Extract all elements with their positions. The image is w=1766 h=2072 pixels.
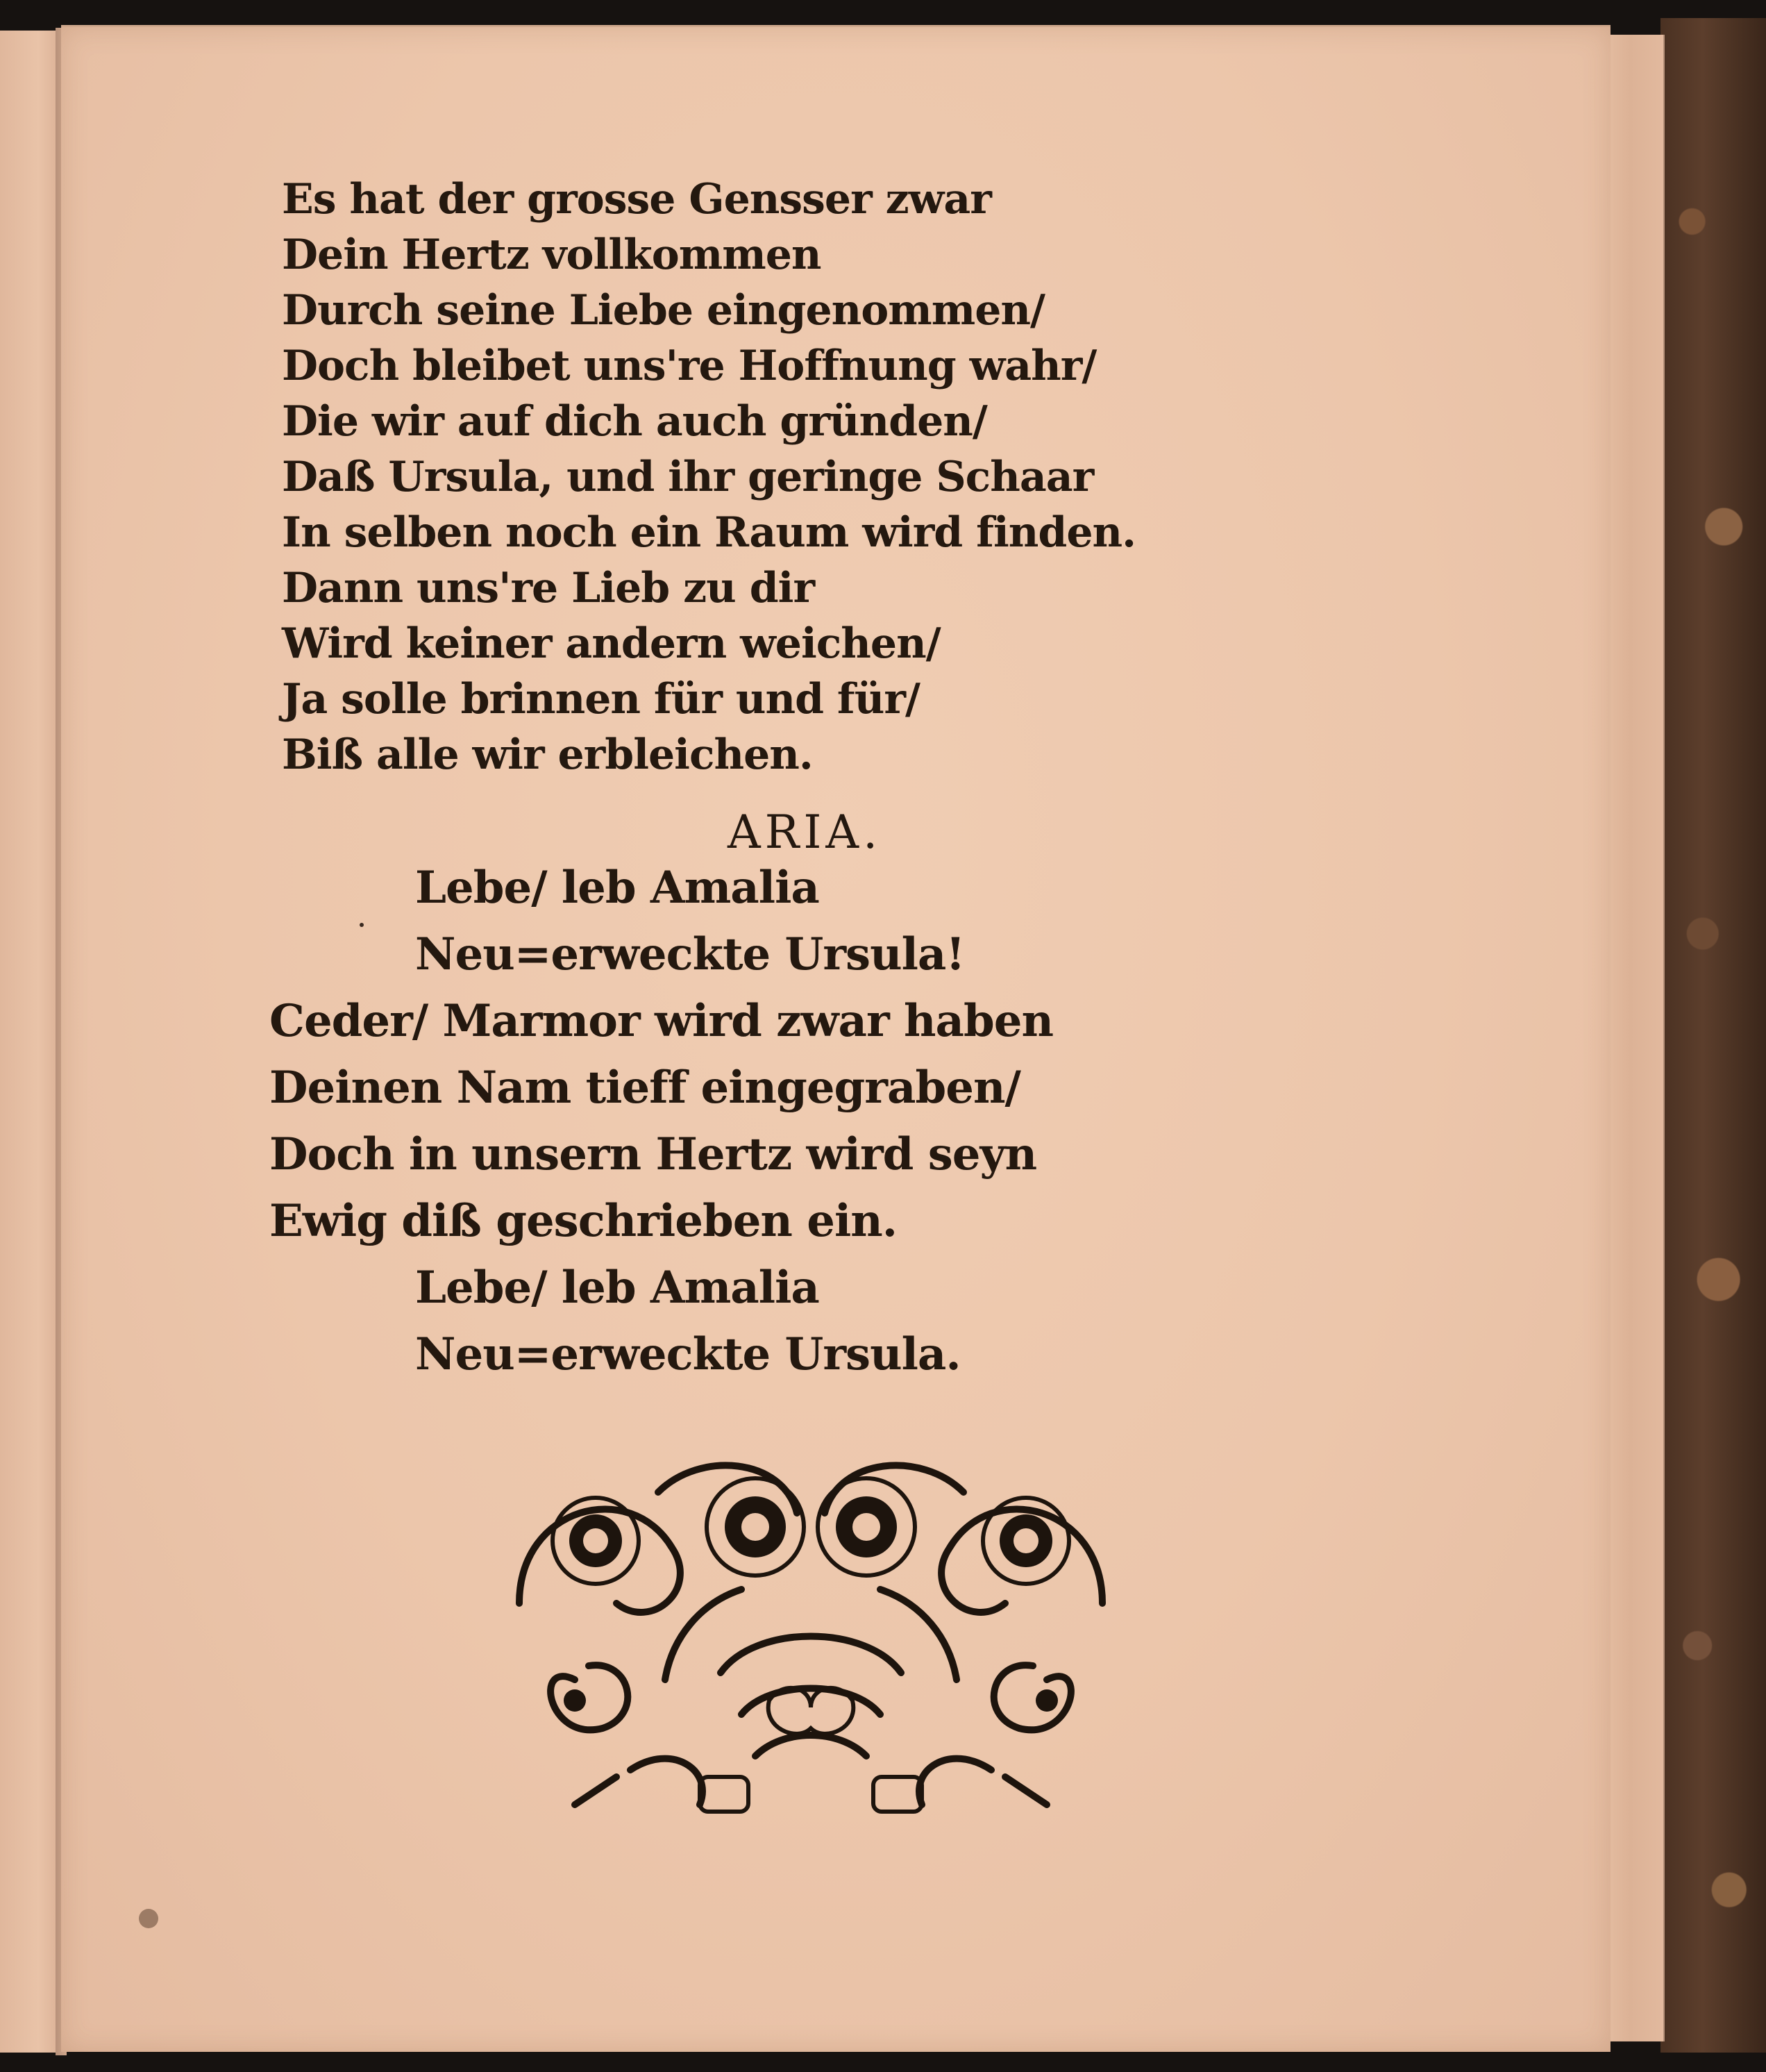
poem-line: In selben noch ein Raum wird finden.: [282, 508, 1136, 557]
aria-line: Deinen Nam tieff eingegraben/: [269, 1062, 1020, 1114]
aria-heading: ARIA.: [728, 805, 882, 859]
poem-line: Ja solle brinnen für und für/: [282, 675, 920, 724]
marbled-cover-board: [1660, 18, 1766, 2053]
aria-line: Neu=erweckte Ursula!: [415, 928, 965, 980]
aria-line: Lebe/ leb Amalia: [415, 1262, 819, 1314]
poem-line: Wird keiner andern weichen/: [282, 619, 941, 668]
poem-line: Biß alle wir erbleichen.: [282, 730, 813, 779]
book-page: [61, 25, 1611, 2052]
aria-line: Neu=erweckte Ursula.: [415, 1328, 961, 1380]
floral-vignette-icon: [491, 1451, 1130, 1825]
poem-line: Doch bleibet uns're Hoffnung wahr/: [282, 342, 1097, 390]
poem-line: Durch seine Liebe eingenommen/: [282, 286, 1045, 335]
poem-line: Es hat der grosse Gensser zwar: [282, 175, 991, 224]
aria-line: Doch in unsern Hertz wird seyn: [269, 1128, 1037, 1180]
aria-line: Ceder/ Marmor wird zwar haben: [269, 995, 1053, 1047]
poem-line: Daß Ursula, und ihr geringe Schaar: [282, 453, 1094, 501]
left-page-edge: [0, 31, 64, 2053]
aria-line: Lebe/ leb Amalia: [415, 862, 819, 914]
poem-line: Dann uns're Lieb zu dir: [282, 564, 815, 612]
poem-line: Die wir auf dich auch gründen/: [282, 397, 987, 446]
poem-line: Dein Hertz vollkommen: [282, 231, 821, 279]
aria-line: Ewig diß geschrieben ein.: [269, 1195, 898, 1247]
